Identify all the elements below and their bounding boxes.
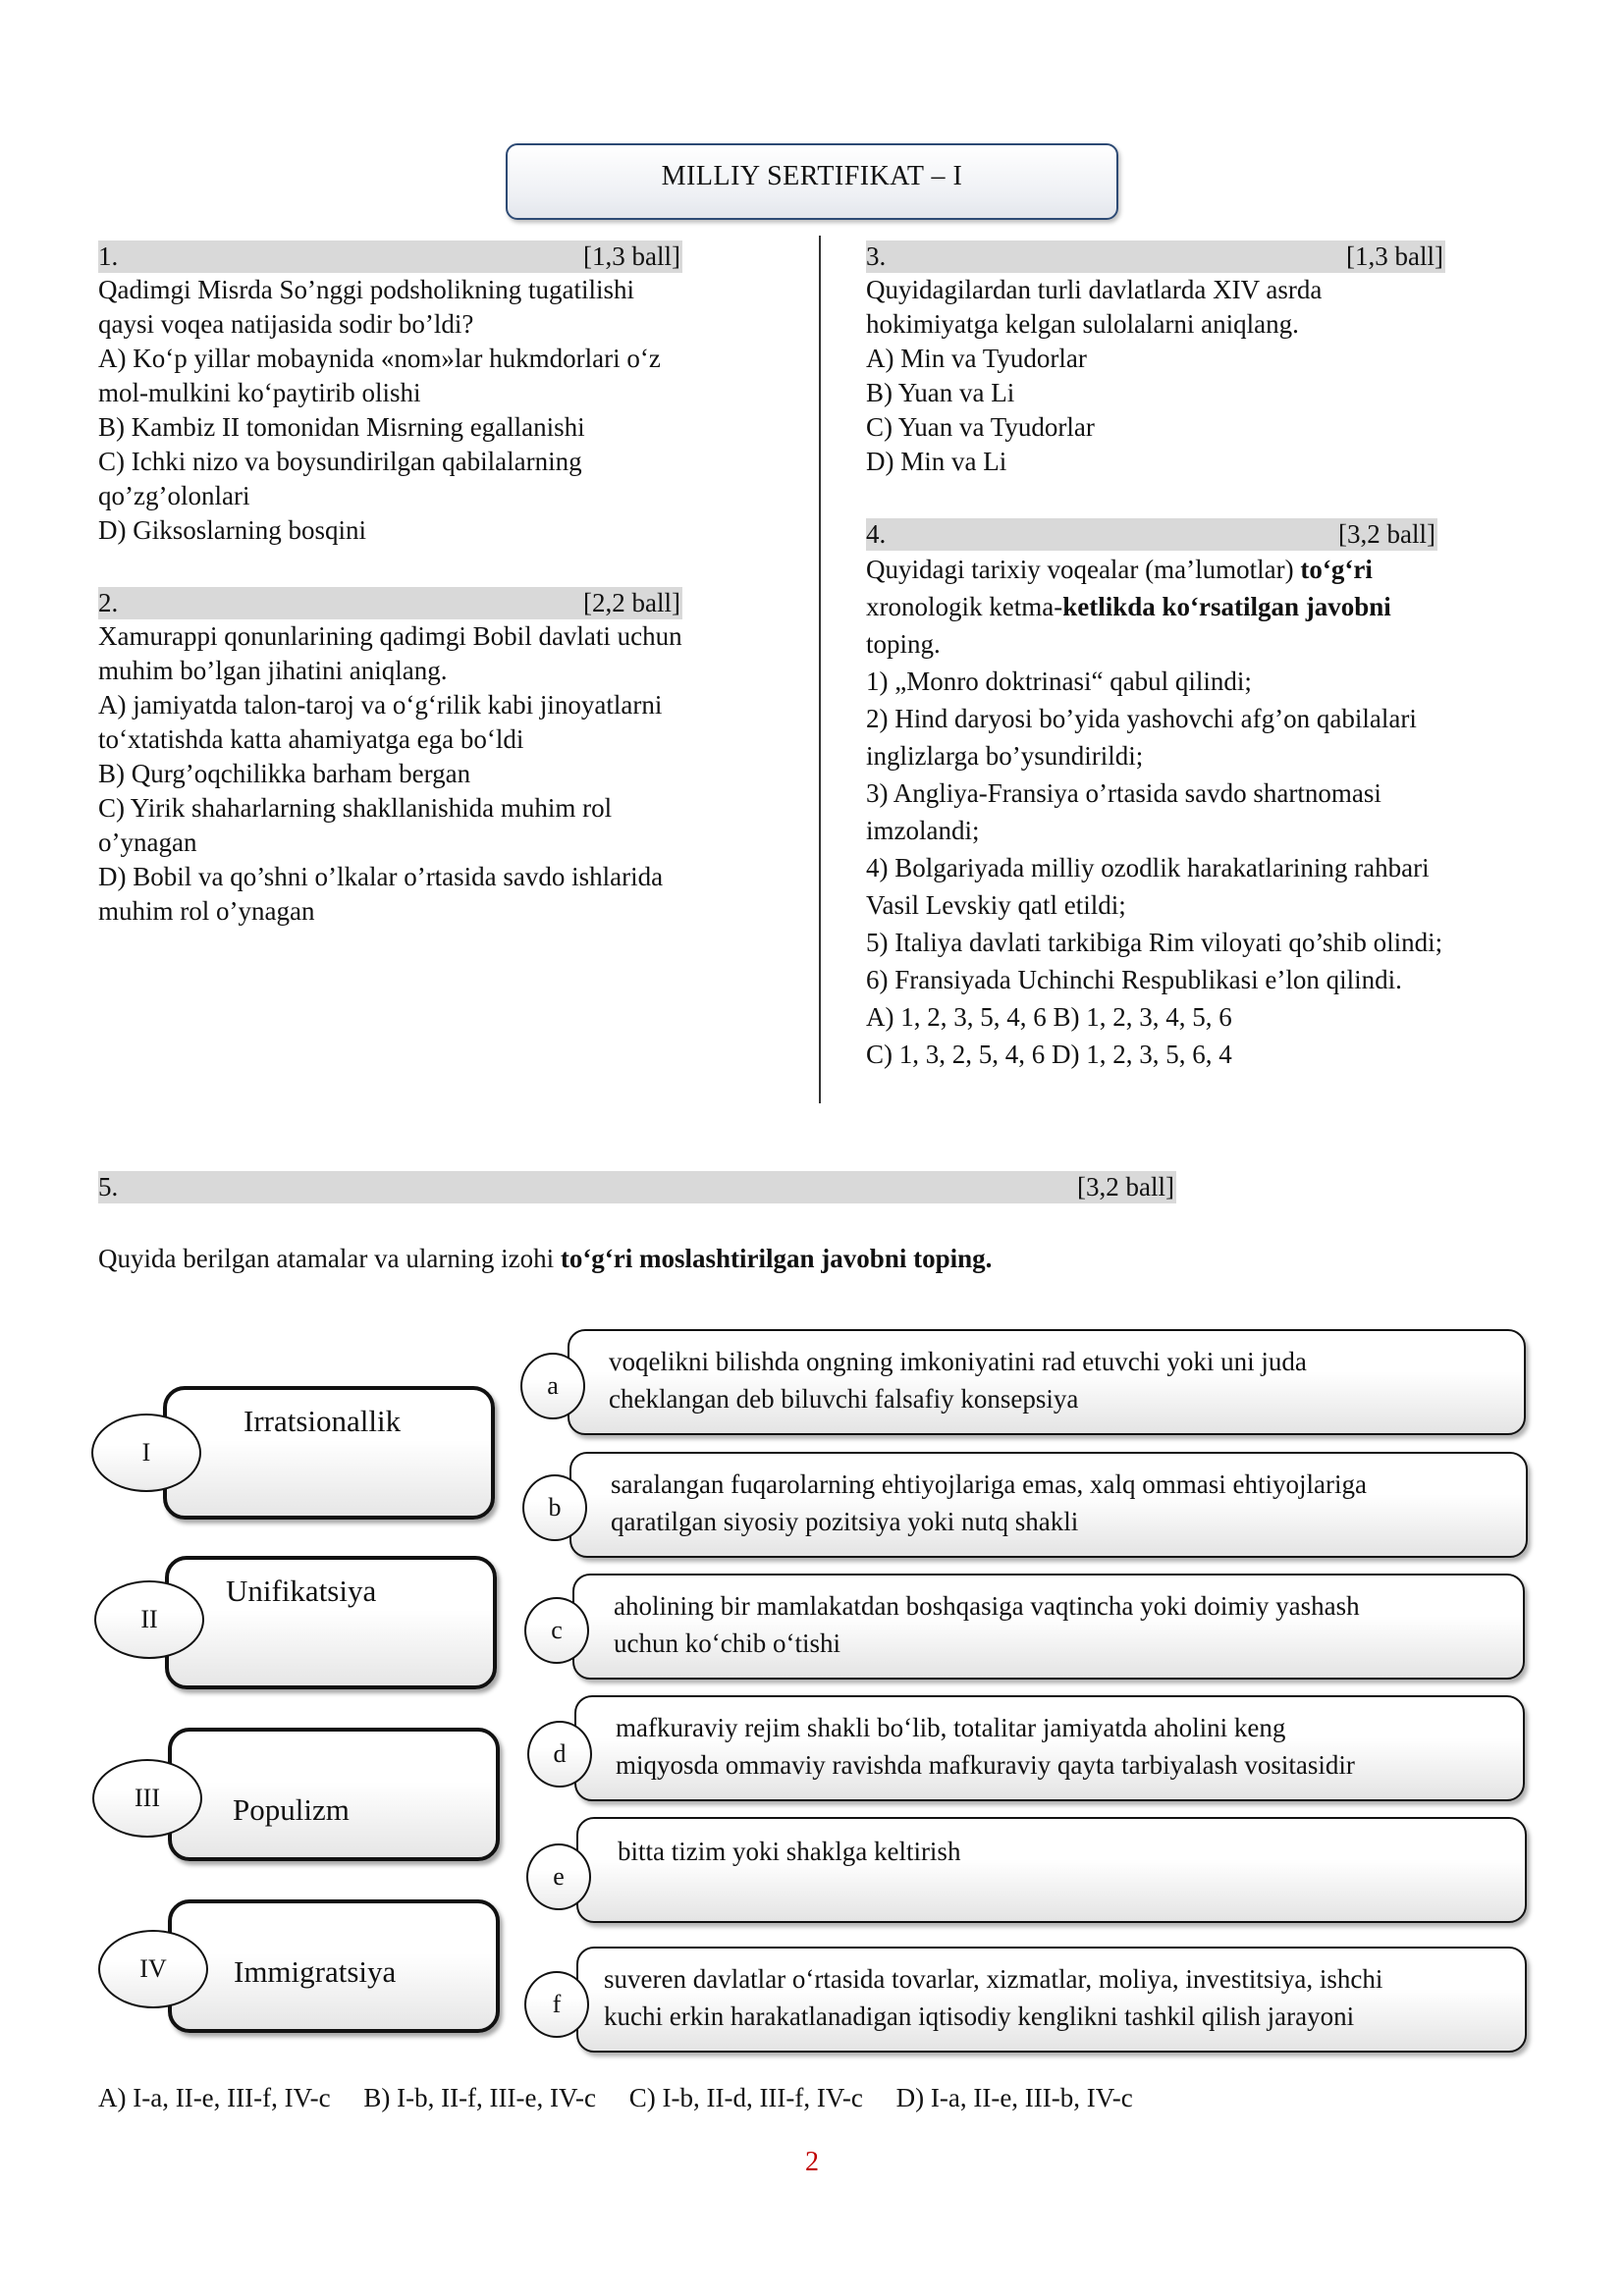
question-2 — [98, 587, 682, 929]
term-box — [168, 1899, 500, 2033]
question-1-line: Qadimgi Misrda So’nggi podsholikning tugatilishi — [98, 275, 634, 304]
question-2-number: 2. — [98, 588, 119, 617]
question-4-stem — [866, 588, 1553, 625]
definition-letter: d — [527, 1721, 592, 1788]
question-3-number: 3. — [866, 241, 887, 271]
question-1-line: B) Kambiz II tomonidan Misrning egallanishi — [98, 412, 585, 442]
question-1-line: A) Ko‘p yillar mobaynida «nom»lar hukmdorlari o‘z — [98, 344, 661, 373]
question-4-line: 3) Angliya-Fransiya o’rtasida savdo shartnomasi — [866, 778, 1381, 808]
definition-box — [569, 1452, 1528, 1558]
question-2-line: B) Qurg’oqchilikka barham bergan — [98, 759, 471, 788]
definition-line: aholining bir mamlakatdan boshqasiga vaqtincha yoki doimiy yashash — [614, 1591, 1360, 1621]
question-1-number: 1. — [98, 241, 119, 271]
question-1-line: qaysi voqea natijasida sodir bo’ldi? — [98, 309, 474, 339]
question-1-points: [1,3 ball] — [583, 241, 680, 271]
definition-line: bitta tizim yoki shaklga keltirish — [618, 1837, 961, 1866]
question-4-stem-text: Quyidagi tarixiy voqealar (ma’lumotlar) — [866, 555, 1301, 584]
question-2-points: [2,2 ball] — [583, 588, 680, 617]
definition-box — [568, 1329, 1526, 1435]
question-4-stem-bold: ketlikda ko‘rsatilgan javobni — [1062, 592, 1391, 621]
definition-line: mafkuraviy rejim shakli bo‘lib, totalitar jamiyatda aholini keng — [616, 1713, 1286, 1742]
definition-line: uchun ko‘chib o‘tishi — [614, 1629, 840, 1658]
term-numeral: I — [91, 1414, 201, 1492]
definition-line: miqyosda ommaviy ravishda mafkuraviy qayta tarbiyalash vositasidir — [616, 1750, 1355, 1780]
question-1-line: D) Giksoslarning bosqini — [98, 515, 366, 545]
term-numeral: III — [92, 1759, 202, 1838]
question-5-stem-text: Quyida berilgan atamalar va ularning izohi — [98, 1244, 561, 1273]
term-label: Populizm — [233, 1792, 350, 1827]
question-1-line: mol-mulkini ko‘paytirib olishi — [98, 378, 421, 407]
question-4-line: 2) Hind daryosi bo’yida yashovchi afg’on qabilalari — [866, 704, 1417, 733]
question-2-line: D) Bobil va qo’shni o’lkalar o’rtasida savdo ishlarida — [98, 862, 664, 891]
term-label: Irratsionallik — [244, 1404, 402, 1438]
question-1-line: C) Ichki nizo va boysundirilgan qabilalarning — [98, 447, 582, 476]
page-title: MILLIY SERTIFIKAT – I — [506, 143, 1118, 220]
question-2-line: Xamurappi qonunlarining qadimgi Bobil davlati uchun — [98, 621, 682, 651]
definition-line: qaratilgan siyosiy pozitsiya yoki nutq shakli — [611, 1507, 1079, 1536]
question-2-line: o’ynagan — [98, 828, 197, 857]
question-4-stem — [866, 551, 1553, 588]
question-5-stem-bold: to‘g‘ri moslashtirilgan javobni toping. — [560, 1244, 993, 1273]
definition-letter: f — [524, 1971, 589, 2038]
definition-letter: a — [520, 1353, 585, 1419]
question-2-header — [98, 587, 682, 619]
question-4-line: C) 1, 3, 2, 5, 4, 6 D) 1, 2, 3, 5, 6, 4 — [866, 1040, 1232, 1069]
definition-box — [576, 1817, 1527, 1923]
question-4-line: Vasil Levskiy qatl etildi; — [866, 890, 1126, 920]
question-4-line: 4) Bolgariyada milliy ozodlik harakatlarining rahbari — [866, 853, 1430, 882]
question-4-header — [866, 518, 1437, 551]
question-3-line: C) Yuan va Tyudorlar — [866, 412, 1095, 442]
term-numeral: IV — [98, 1930, 208, 2008]
question-4-line: inglizlarga bo’ysundirildi; — [866, 741, 1144, 771]
question-2-line: A) jamiyatda talon-taroj va o‘g‘rilik kabi jinoyatlarni — [98, 690, 663, 720]
question-3-line: A) Min va Tyudorlar — [866, 344, 1087, 373]
term-box — [163, 1386, 495, 1520]
question-4-line: 6) Fransiyada Uchinchi Respublikasi e’lon qilindi. — [866, 965, 1402, 994]
question-3-line: B) Yuan va Li — [866, 378, 1015, 407]
term-box — [168, 1728, 500, 1861]
definition-line: voqelikni bilishda ongning imkoniyatini rad etuvchi yoki uni juda — [609, 1347, 1307, 1376]
question-1-line: qo’zg’olonlari — [98, 481, 250, 510]
question-1 — [98, 240, 682, 548]
question-2-line: C) Yirik shaharlarning shakllanishida muhim rol — [98, 793, 613, 823]
definition-line: kuchi erkin harakatlanadigan iqtisodiy kenglikni tashkil qilish jarayoni — [604, 2002, 1355, 2031]
definition-line: saralangan fuqarolarning ehtiyojlariga emas, xalq ommasi ehtiyojlariga — [611, 1469, 1367, 1499]
question-4-line: 1) „Monro doktrinasi“ qabul qilindi; — [866, 667, 1252, 696]
definition-letter: c — [524, 1597, 589, 1664]
question-5-answers: A) I-a, II-e, III-f, IV-c B) I-b, II-f, III-e, IV-c C) I-b, II-d, III-f, IV-c D) I-a, II-e, III-b, IV-c — [98, 2083, 1133, 2112]
question-4 — [866, 518, 1443, 1073]
question-2-line: to‘xtatishda katta ahamiyatga ega bo‘ldi — [98, 724, 524, 754]
question-2-line: muhim bo’lgan jihatini aniqlang. — [98, 656, 448, 685]
term-label: Unifikatsiya — [226, 1574, 377, 1608]
term-numeral: II — [94, 1580, 204, 1659]
question-2-line: muhim rol o’ynagan — [98, 896, 315, 926]
definition-letter: e — [526, 1843, 591, 1910]
question-3-line: D) Min va Li — [866, 447, 1007, 476]
question-4-line: imzolandi; — [866, 816, 980, 845]
definition-box — [574, 1695, 1525, 1801]
question-3-header — [866, 240, 1445, 273]
question-4-stem-text: xronologik ketma- — [866, 592, 1063, 621]
definition-box — [572, 1574, 1525, 1680]
question-3 — [866, 240, 1445, 479]
question-3-points: [1,3 ball] — [1346, 241, 1443, 271]
question-1-header — [98, 240, 682, 273]
question-4-line: 5) Italiya davlati tarkibiga Rim viloyati qo’shib olindi; — [866, 928, 1443, 957]
definition-line: cheklangan deb biluvchi falsafiy konsepsiya — [609, 1384, 1079, 1414]
question-5-number: 5. — [98, 1172, 119, 1201]
page-number: 2 — [805, 2147, 819, 2177]
definition-box — [576, 1947, 1527, 2053]
column-divider — [819, 236, 821, 1103]
term-box — [165, 1556, 497, 1689]
question-4-line: A) 1, 2, 3, 5, 4, 6 B) 1, 2, 3, 4, 5, 6 — [866, 1002, 1232, 1032]
question-4-number: 4. — [866, 519, 887, 549]
question-5-stem — [98, 1242, 1473, 1276]
question-4-stem: toping. — [866, 629, 941, 659]
question-5-points: [3,2 ball] — [1077, 1172, 1174, 1201]
question-3-line: hokimiyatga kelgan sulolalarni aniqlang. — [866, 309, 1299, 339]
question-5-header — [98, 1171, 1176, 1203]
term-label: Immigratsiya — [234, 1954, 397, 1989]
question-4-points: [3,2 ball] — [1338, 519, 1435, 549]
definition-letter: b — [522, 1474, 587, 1541]
question-3-line: Quyidagilardan turli davlatlarda XIV asrda — [866, 275, 1323, 304]
question-4-stem-bold: to‘g‘ri — [1300, 555, 1373, 584]
definition-line: suveren davlatlar o‘rtasida tovarlar, xizmatlar, moliya, investitsiya, ishchi — [604, 1964, 1383, 1994]
